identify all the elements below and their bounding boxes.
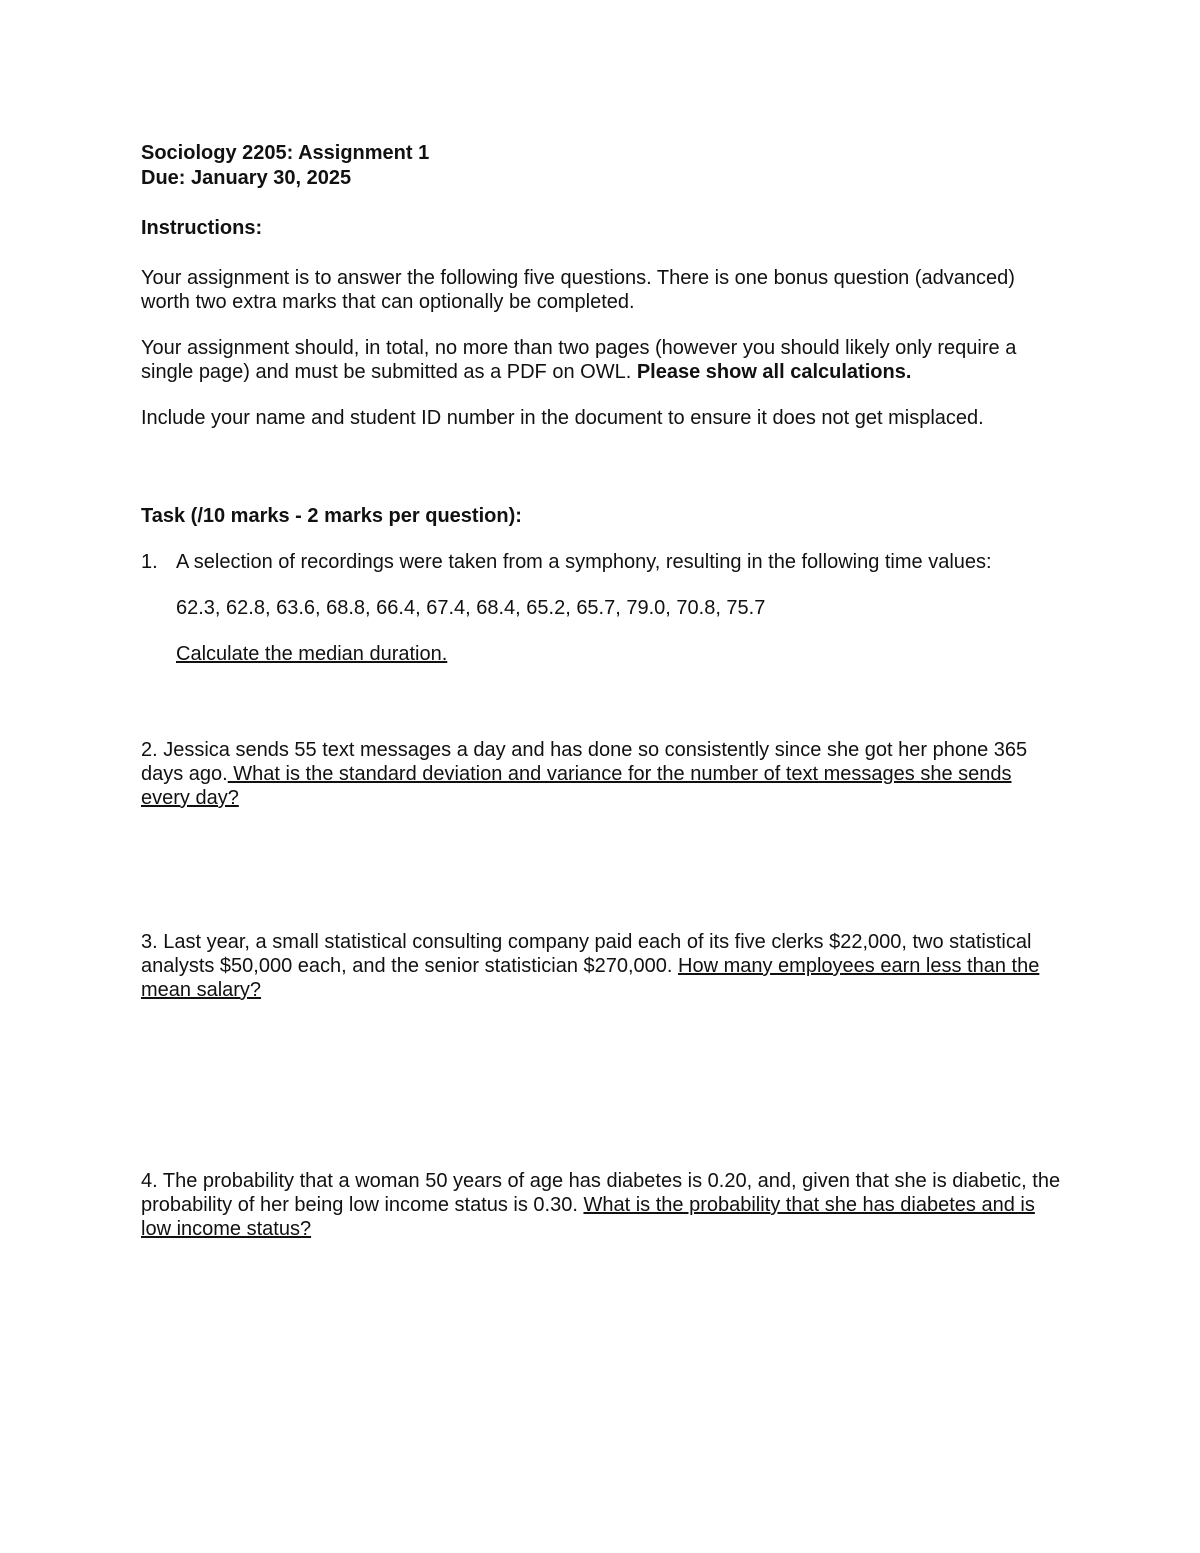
question-2-text: 2. Jessica sends 55 text messages a day and has done so consistently since she got her phone 365 days ago. <box>141 739 1028 785</box>
question-2 <box>141 738 1061 810</box>
question-1-values: 62.3, 62.8, 63.6, 68.8, 66.4, 67.4, 68.4, 65.2, 65.7, 79.0, 70.8, 75.7 <box>176 597 766 619</box>
question-2-ask: What is the standard deviation and variance for the number of text messages she sends every day? <box>141 763 1012 809</box>
question-4-text: 4. The probability that a woman 50 years of age has diabetes is 0.20, and, given that she is diabetic, the probability of her being low income status is 0.30. <box>141 1170 1061 1216</box>
instructions-heading: Instructions: <box>141 217 263 239</box>
question-4-ask: What is the probability that she has diabetes and is low income status? <box>141 1194 1035 1240</box>
question-3-ask: How many employees earn less than the mean salary? <box>141 955 1040 1001</box>
instructions-paragraph-1: Your assignment is to answer the following five questions. There is one bonus question (advanced) worth two extra marks that can optionally be completed. <box>141 267 1015 313</box>
question-3-text: 3. Last year, a small statistical consulting company paid each of its five clerks $22,000, two statistical analysts $50,000 each, and the senior statistician $270,000. <box>141 931 1032 977</box>
task-heading: Task (/10 marks - 2 marks per question): <box>141 505 522 527</box>
question-1-ask: Calculate the median duration. <box>176 643 448 665</box>
document-page <box>141 141 1061 1241</box>
question-1-text: A selection of recordings were taken from a symphony, resulting in the following time values: <box>176 551 992 573</box>
show-calculations-note: Please show all calculations. <box>636 361 912 383</box>
assignment-title: Sociology 2205: Assignment 1 <box>141 142 430 164</box>
instructions-paragraph-2-text: Your assignment should, in total, no more than two pages (however you should likely only require a single page) and must be submitted as a PDF on OWL. <box>141 337 1017 383</box>
due-date: Due: January 30, 2025 <box>141 167 352 189</box>
instructions-paragraph-3: Include your name and student ID number in the document to ensure it does not get misplaced. <box>141 407 984 429</box>
question-4 <box>141 1169 1061 1241</box>
instructions-paragraph-2 <box>141 336 1061 384</box>
question-3 <box>141 930 1061 1002</box>
question-1-number: 1. <box>141 551 158 573</box>
question-1 <box>141 550 1061 666</box>
